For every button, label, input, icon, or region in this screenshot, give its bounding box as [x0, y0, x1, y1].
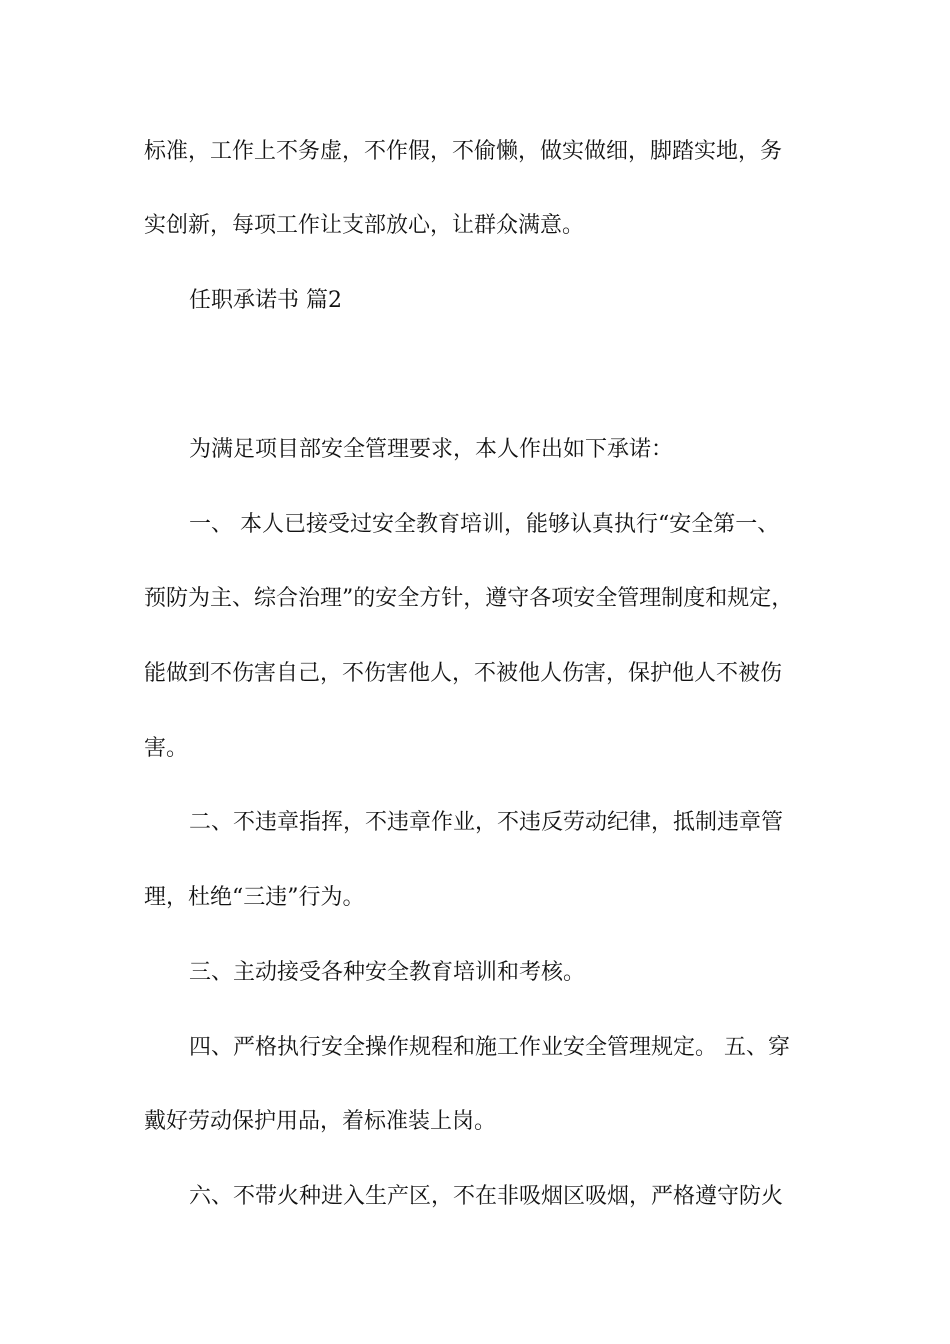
- paragraph-line: 实创新，每项工作让支部放心，让群众满意。: [144, 213, 585, 238]
- section-heading: 任职承诺书 篇2: [189, 288, 342, 313]
- paragraph-line: 标准，工作上不务虚，不作假，不偷懒，做实做细，脚踏实地，务: [144, 139, 783, 164]
- paragraph-line: 为满足项目部安全管理要求，本人作出如下承诺：: [189, 437, 674, 462]
- paragraph-line: 理，杜绝“三违”行为。: [144, 885, 365, 910]
- paragraph-line: 二、不违章指挥，不违章作业，不违反劳动纪律，抵制违章管: [189, 810, 784, 835]
- paragraph-line: 害。: [144, 736, 189, 761]
- paragraph-line: 一、 本人已接受过安全教育培训，能够认真执行“安全第一、: [189, 512, 780, 537]
- paragraph-line: 三、主动接受各种安全教育培训和考核。: [189, 960, 586, 985]
- paragraph-line: 四、严格执行安全操作规程和施工作业安全管理规定。 五、穿: [189, 1035, 790, 1060]
- paragraph-line: 戴好劳动保护用品，着标准装上岗。: [144, 1109, 497, 1134]
- paragraph-line: 能做到不伤害自己，不伤害他人，不被他人伤害，保护他人不被伤: [144, 661, 783, 686]
- paragraph-line: 预防为主、综合治理”的安全方针，遵守各项安全管理制度和规定，: [144, 586, 794, 611]
- paragraph-line: 六、不带火种进入生产区，不在非吸烟区吸烟，严格遵守防火: [189, 1184, 784, 1209]
